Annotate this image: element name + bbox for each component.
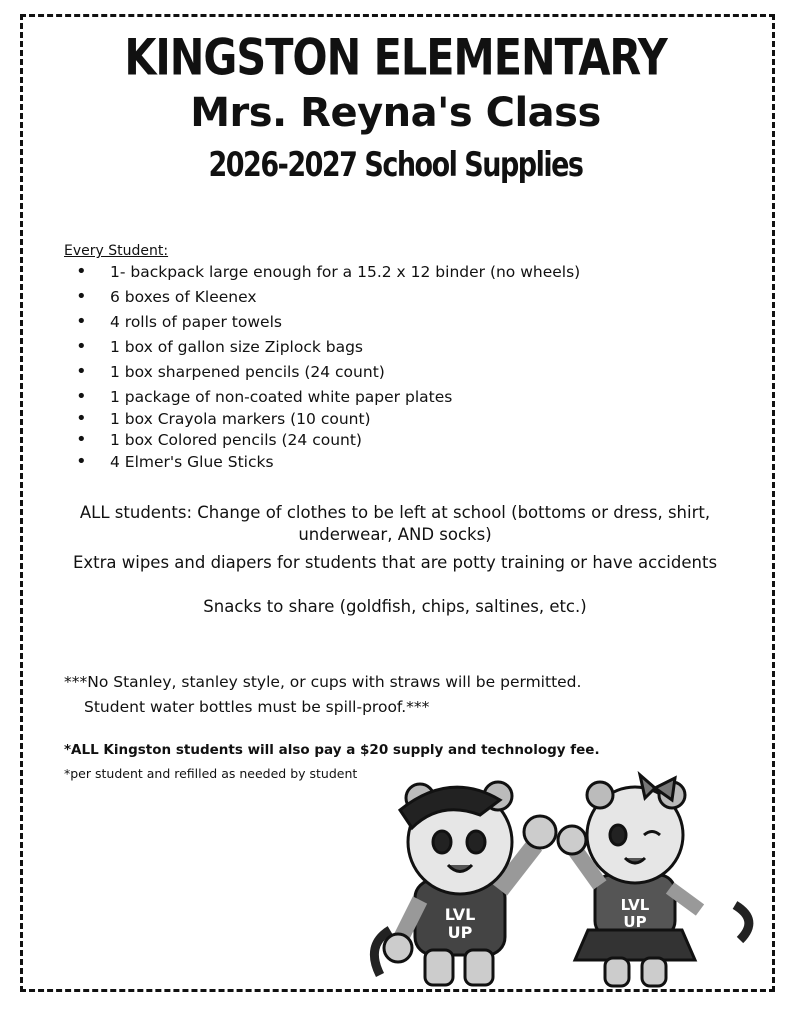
tiger-mascots-illustration [360,770,760,992]
fee-note: *ALL Kingston students will also pay a $20 supply and technology fee. [64,742,600,758]
svg-text:UP: UP [623,913,647,931]
change-of-clothes-note: ALL students: Change of clothes to be left at school (bottoms or dress, shirt, underwear, AND socks) [79,503,711,544]
left-shirt-text: LVL [444,905,476,924]
svg-text:UP: UP [447,923,473,942]
wipes-diapers-note: Extra wipes and diapers for students that are potty training or have accidents [72,553,718,572]
tiger-right-icon [558,775,749,986]
class-name: Mrs. Reyna's Class [190,90,601,136]
right-shirt-text: LVL [620,896,650,914]
supply-item: • 1 box of gallon size Ziplock bags [64,337,580,362]
supply-item: • 1- backpack large enough for a 15.2 x 12 binder (no wheels) [64,262,580,287]
cup-policy-line2: Student water bottles must be spill-proof.*** [84,698,430,716]
supply-item: • 6 boxes of Kleenex [64,287,580,312]
supply-item: • 1 package of non-coated white paper plates [64,387,580,409]
supply-item: • 4 Elmer's Glue Sticks [64,452,580,474]
supply-item: • 1 box sharpened pencils (24 count) [64,362,580,387]
supplies-subtitle: 2026-2027 School Supplies [208,146,583,185]
supply-item: • 1 box Colored pencils (24 count) [64,430,580,452]
cup-policy-line1: ***No Stanley, stanley style, or cups with straws will be permitted. [64,673,582,691]
every-student-label: Every Student: [64,243,169,259]
school-name: KINGSTON ELEMENTARY [124,27,667,87]
tiger-left-icon [374,782,556,985]
supply-item: • 4 rolls of paper towels [64,312,580,337]
fee-subnote: *per student and refilled as needed by student [64,766,358,781]
supply-item: • 1 box Crayola markers (10 count) [64,409,580,431]
snacks-note: Snacks to share (goldfish, chips, saltines, etc.) [203,597,587,616]
supply-list [64,262,580,473]
